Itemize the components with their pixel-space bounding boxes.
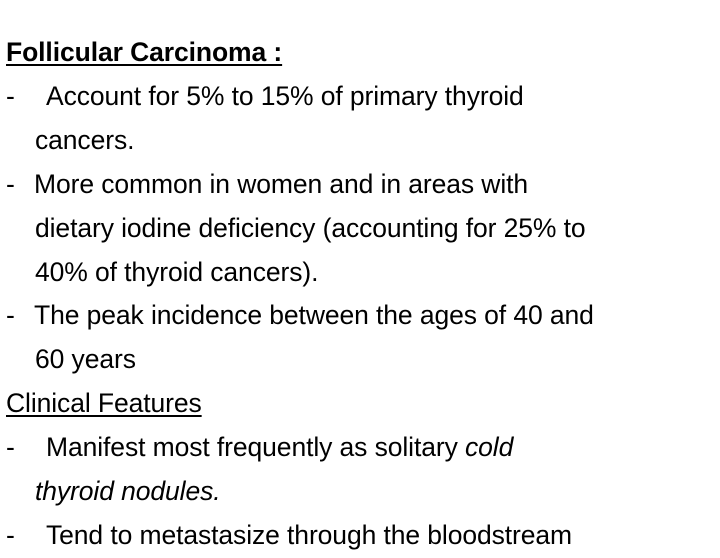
bullet-line: dietary iodine deficiency (accounting for 25% to	[35, 212, 586, 243]
bullet-peak-incidence	[6, 294, 718, 382]
bullet-line-italic: cold	[465, 432, 514, 463]
bullet-risk-factors	[6, 163, 718, 295]
section-heading: Clinical Features	[6, 388, 202, 419]
bullet-dash: -	[6, 300, 15, 331]
bullet-text	[34, 294, 718, 382]
bullet-line: Tend to metastasize through the bloodstream	[46, 519, 573, 550]
bullet-dash: -	[6, 432, 15, 463]
bullet-line: thyroid nodules.	[35, 476, 221, 507]
bullet-dash: -	[6, 519, 15, 550]
bullet-line	[34, 426, 718, 470]
bullet-prevalence	[6, 75, 718, 163]
bullet-line: 40% of thyroid cancers).	[35, 256, 319, 287]
bullet-text	[34, 163, 718, 295]
bullet-line-plain: Manifest most frequently as solitary	[46, 432, 465, 463]
title-heading: Follicular Carcinoma :	[6, 37, 283, 67]
bullet-dash: -	[6, 168, 15, 199]
bullet-text	[34, 75, 718, 163]
bullet-line: The peak incidence between the ages of 40 and	[34, 300, 594, 331]
slide-content	[6, 31, 718, 558]
bullet-line: Account for 5% to 15% of primary thyroid	[46, 80, 524, 111]
bullet-metastasis	[6, 514, 718, 558]
bullet-manifestation	[6, 426, 718, 514]
bullet-line: 60 years	[35, 344, 136, 375]
bullet-text	[34, 426, 718, 514]
bullet-line: cancers.	[35, 124, 135, 155]
bullet-line: More common in women and in areas with	[34, 168, 529, 199]
bullet-dash: -	[6, 80, 15, 111]
bullet-text	[34, 514, 718, 558]
